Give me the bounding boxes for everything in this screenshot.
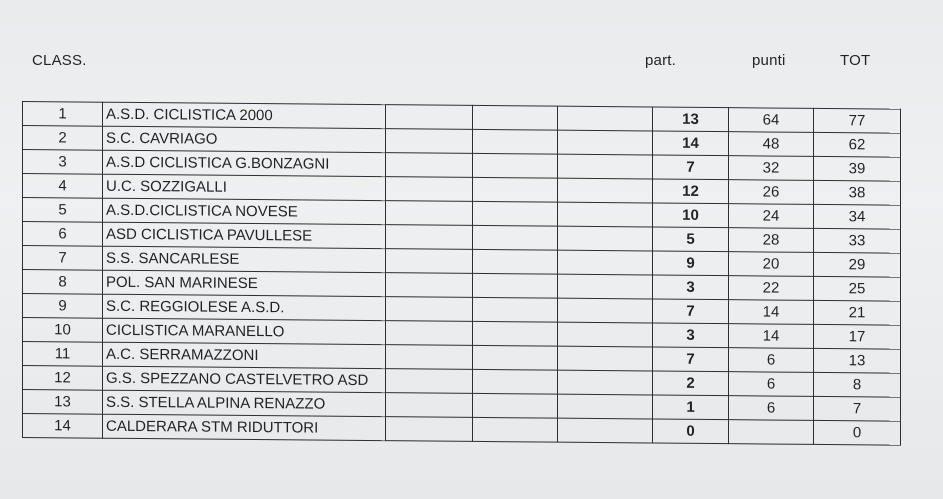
team-cell: U.C. SOZZIGALLI <box>103 174 386 200</box>
tot-cell: 77 <box>814 108 901 133</box>
part-cell: 14 <box>653 131 729 156</box>
empty-cell <box>558 346 653 371</box>
tot-cell: 38 <box>814 180 901 205</box>
part-cell: 2 <box>653 371 729 396</box>
empty-cell <box>386 105 473 130</box>
rank-cell: 9 <box>23 294 103 319</box>
team-cell: S.S. SANCARLESE <box>103 246 386 272</box>
rank-cell: 14 <box>23 414 103 439</box>
empty-cell <box>558 130 653 155</box>
rank-cell: 6 <box>23 222 103 247</box>
empty-cell <box>558 298 653 323</box>
rank-cell: 10 <box>23 318 103 343</box>
team-cell: CICLISTICA MARANELLO <box>103 318 386 344</box>
team-cell: A.S.D CICLISTICA G.BONZAGNI <box>103 150 386 176</box>
empty-cell <box>386 153 473 178</box>
rank-cell: 1 <box>23 102 103 127</box>
empty-cell <box>386 393 473 418</box>
empty-cell <box>386 225 473 250</box>
empty-cell <box>386 369 473 394</box>
rank-cell: 4 <box>23 174 103 199</box>
empty-cell <box>473 369 558 394</box>
rank-cell: 3 <box>23 150 103 175</box>
empty-cell <box>473 105 558 130</box>
empty-cell <box>473 177 558 202</box>
header-punti: punti <box>752 52 786 69</box>
empty-cell <box>473 345 558 370</box>
empty-cell <box>386 129 473 154</box>
empty-cell <box>386 321 473 346</box>
empty-cell <box>558 202 653 227</box>
team-cell: A.S.D. CICLISTICA 2000 <box>103 102 386 128</box>
team-cell: POL. SAN MARINESE <box>103 270 386 296</box>
empty-cell <box>386 417 473 442</box>
tot-cell: 29 <box>814 252 901 277</box>
empty-cell <box>558 178 653 203</box>
tot-cell: 62 <box>814 132 901 157</box>
punti-cell: 6 <box>729 396 814 421</box>
empty-cell <box>473 393 558 418</box>
tot-cell: 8 <box>814 372 901 397</box>
punti-cell: 22 <box>729 276 814 301</box>
tot-cell: 39 <box>814 156 901 181</box>
empty-cell <box>386 273 473 298</box>
tot-cell: 25 <box>814 276 901 301</box>
team-cell: A.C. SERRAMAZZONI <box>103 342 386 368</box>
part-cell: 1 <box>653 395 729 420</box>
part-cell: 7 <box>653 155 729 180</box>
rank-cell: 2 <box>23 126 103 151</box>
team-cell: G.S. SPEZZANO CASTELVETRO ASD <box>103 366 386 392</box>
rank-cell: 8 <box>23 270 103 295</box>
header-class: CLASS. <box>32 52 87 69</box>
part-cell: 7 <box>653 347 729 372</box>
empty-cell <box>558 250 653 275</box>
tot-cell: 33 <box>814 228 901 253</box>
tot-cell: 7 <box>814 396 901 421</box>
header-tot: TOT <box>840 52 871 69</box>
rank-cell: 7 <box>23 246 103 271</box>
empty-cell <box>473 249 558 274</box>
rank-cell: 12 <box>23 366 103 391</box>
punti-cell: 20 <box>729 252 814 277</box>
empty-cell <box>386 201 473 226</box>
team-cell: CALDERARA STM RIDUTTORI <box>103 414 386 440</box>
empty-cell <box>473 129 558 154</box>
punti-cell: 32 <box>729 156 814 181</box>
punti-cell: 64 <box>729 108 814 133</box>
part-cell: 3 <box>653 275 729 300</box>
empty-cell <box>558 154 653 179</box>
team-cell: S.S. STELLA ALPINA RENAZZO <box>103 390 386 416</box>
empty-cell <box>558 322 653 347</box>
empty-cell <box>386 345 473 370</box>
punti-cell: 6 <box>729 348 814 373</box>
punti-cell: 14 <box>729 300 814 325</box>
part-cell: 12 <box>653 179 729 204</box>
empty-cell <box>473 297 558 322</box>
empty-cell <box>558 370 653 395</box>
team-cell: S.C. REGGIOLESE A.S.D. <box>103 294 386 320</box>
part-cell: 7 <box>653 299 729 324</box>
team-cell: A.S.D.CICLISTICA NOVESE <box>103 198 386 224</box>
part-cell: 5 <box>653 227 729 252</box>
tot-cell: 13 <box>814 348 901 373</box>
classification-table <box>22 101 901 446</box>
rank-cell: 5 <box>23 198 103 223</box>
empty-cell <box>386 249 473 274</box>
part-cell: 0 <box>653 419 729 444</box>
tot-cell: 21 <box>814 300 901 325</box>
empty-cell <box>473 225 558 250</box>
empty-cell <box>473 321 558 346</box>
empty-cell <box>558 394 653 419</box>
empty-cell <box>558 226 653 251</box>
part-cell: 9 <box>653 251 729 276</box>
empty-cell <box>558 274 653 299</box>
punti-cell <box>729 420 814 445</box>
punti-cell: 28 <box>729 228 814 253</box>
empty-cell <box>473 273 558 298</box>
punti-cell: 48 <box>729 132 814 157</box>
team-cell: S.C. CAVRIAGO <box>103 126 386 152</box>
empty-cell <box>558 106 653 131</box>
punti-cell: 26 <box>729 180 814 205</box>
part-cell: 13 <box>653 107 729 132</box>
empty-cell <box>473 153 558 178</box>
empty-cell <box>558 418 653 443</box>
empty-cell <box>473 201 558 226</box>
header-part: part. <box>645 52 677 69</box>
rank-cell: 11 <box>23 342 103 367</box>
rank-cell: 13 <box>23 390 103 415</box>
empty-cell <box>473 417 558 442</box>
punti-cell: 14 <box>729 324 814 349</box>
part-cell: 10 <box>653 203 729 228</box>
punti-cell: 24 <box>729 204 814 229</box>
tot-cell: 17 <box>814 324 901 349</box>
part-cell: 3 <box>653 323 729 348</box>
punti-cell: 6 <box>729 372 814 397</box>
team-cell: ASD CICLISTICA PAVULLESE <box>103 222 386 248</box>
empty-cell <box>386 297 473 322</box>
empty-cell <box>386 177 473 202</box>
tot-cell: 0 <box>814 420 901 445</box>
tot-cell: 34 <box>814 204 901 229</box>
